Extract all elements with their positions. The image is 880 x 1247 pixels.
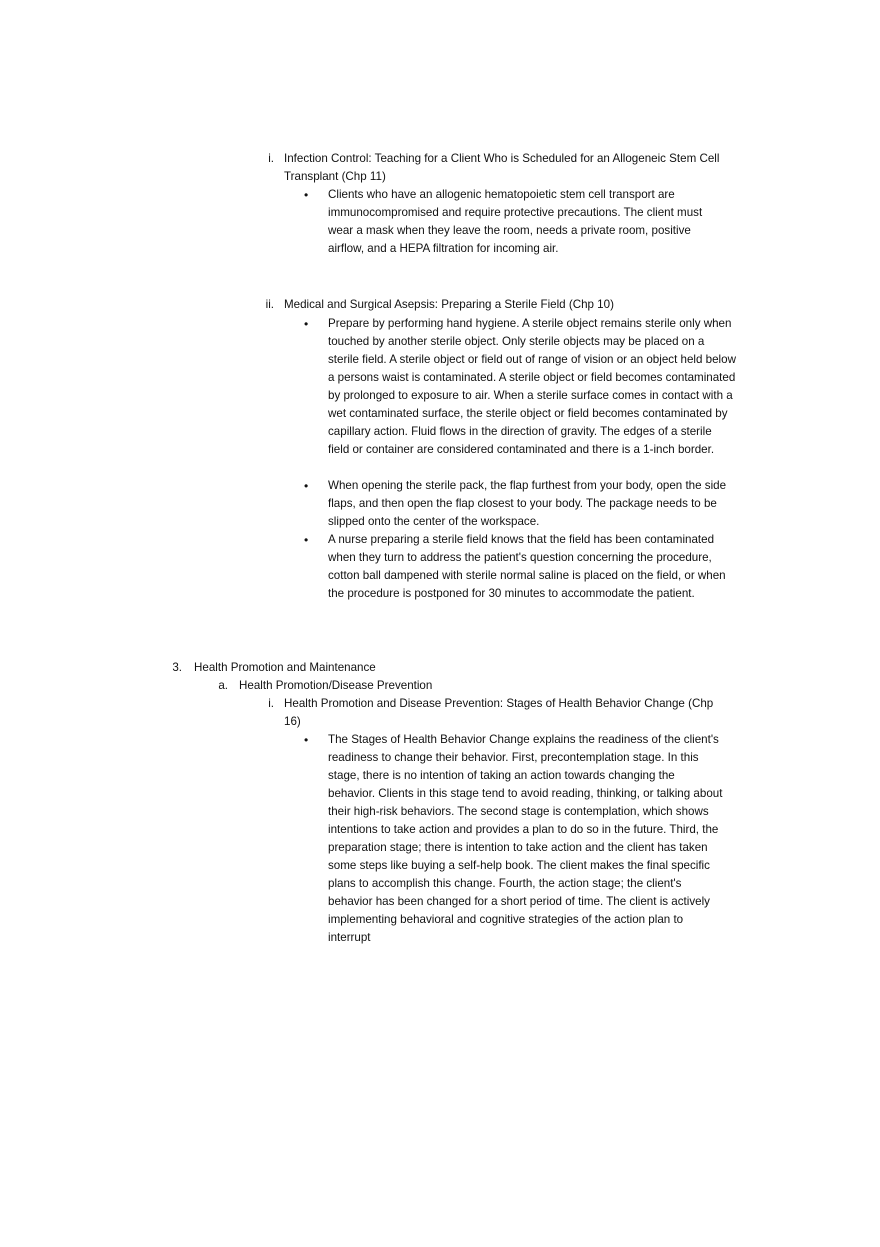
bullet-text: A nurse preparing a sterile field knows that the field has been contaminated when they turn to address the patient's question concerning the procedure, cotton ball dampened with sterile normal saline is placed on the field, or when the procedure is postponed for 30 minutes to accommodate the patient. bbox=[328, 533, 726, 600]
list-marker: a. bbox=[218, 679, 228, 692]
bullet-text: When opening the sterile pack, the flap furthest from your body, open the side flaps, and then open the flap closest to your body. The package needs to be slipped onto the center of the workspace. bbox=[328, 479, 727, 528]
list-marker: i. bbox=[268, 152, 274, 165]
list-marker: 3. bbox=[172, 661, 182, 674]
bullet-icon: • bbox=[304, 188, 309, 202]
bullet-icon: • bbox=[304, 533, 309, 547]
section-heading: Health Promotion and Maintenance bbox=[194, 661, 376, 674]
bullet-icon: • bbox=[304, 733, 309, 747]
bullet-text: The Stages of Health Behavior Change explains the readiness of the client's readiness to change their behavior. First, precontemplation stage. In this stage, there is no intention of taking an action towards changing the behavior. Clients in this stage tend to avoid reading, thinking, or talking about their high-risk behaviors. The second stage is contemplation, which shows intentions to take action and provides a plan to do so in the future. Third, the preparation stage; there is intention to take action and the client has taken some steps like buying a self-help book. The client makes the final specific plans to accomplish this change. Fourth, the action stage; the client's behavior has been changed for a short period of time. The client is actively implementing behavioral and cognitive strategies of the action plan to interrupt bbox=[328, 733, 723, 944]
topic-heading: Health Promotion and Disease Prevention: Stages of Health Behavior Change (Chp 16) bbox=[284, 697, 714, 728]
subsection-heading: Health Promotion/Disease Prevention bbox=[239, 679, 433, 692]
bullet-icon: • bbox=[304, 479, 309, 493]
list-marker: ii. bbox=[265, 298, 274, 311]
topic-heading: Infection Control: Teaching for a Client Who is Scheduled for an Allogeneic Stem Cell Transplant (Chp 11) bbox=[284, 152, 720, 183]
bullet-text: Clients who have an allogenic hematopoietic stem cell transport are immunocompromised and require protective precautions. The client must wear a mask when they leave the room, needs a private room, positive airflow, and a HEPA filtration for incoming air. bbox=[328, 188, 703, 255]
topic-heading: Medical and Surgical Asepsis: Preparing a Sterile Field (Chp 10) bbox=[284, 298, 614, 311]
list-marker: i. bbox=[268, 697, 274, 710]
bullet-text: Prepare by performing hand hygiene. A sterile object remains sterile only when touched by another sterile object. Only sterile objects may be placed on a sterile field. A sterile object or field out of range of vision or an object held below a persons waist is contaminated. A sterile object or field becomes contaminated by prolonged to exposure to air. When a sterile surface comes in contact with a wet contaminated surface, the sterile object or field becomes contaminated by capillary action. Fluid flows in the direction of gravity. The edges of a sterile field or container are considered contaminated and there is a 1-inch border. bbox=[328, 317, 736, 456]
bullet-icon: • bbox=[304, 317, 309, 331]
